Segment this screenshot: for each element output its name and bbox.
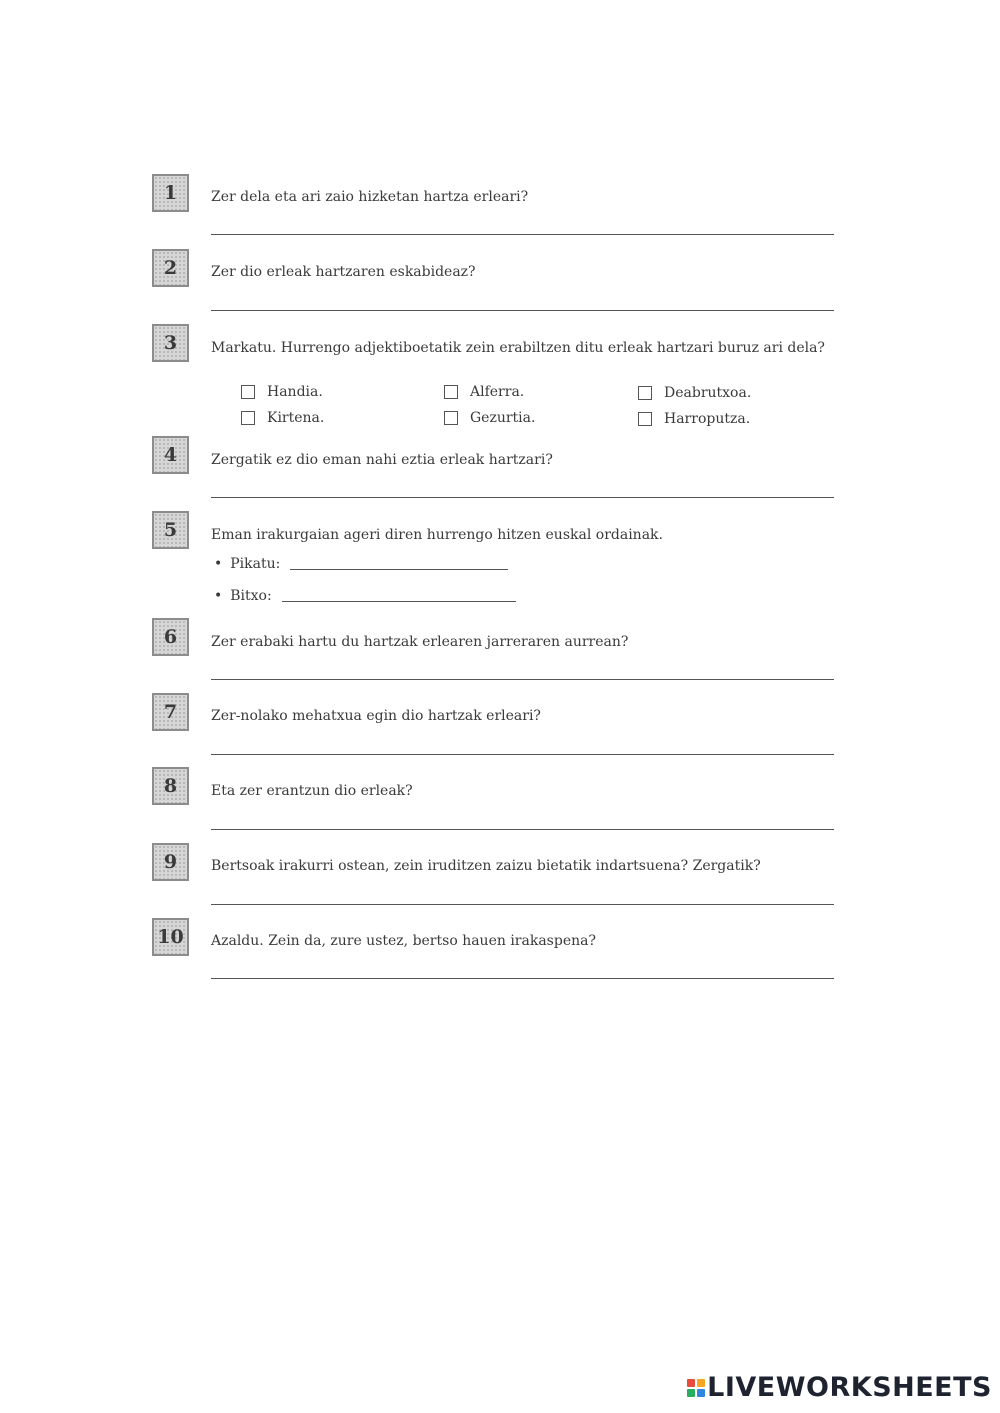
option-kirtena[interactable]: [241, 410, 324, 426]
option-label: Handia.: [267, 384, 323, 400]
bullet: •: [214, 556, 223, 572]
question-text: Zergatik ez dio eman nahi eztia erleak hartzari?: [211, 452, 553, 468]
checkbox[interactable]: [638, 386, 652, 400]
checkbox[interactable]: [444, 411, 458, 425]
answer-line[interactable]: [211, 497, 834, 498]
option-label: Harroputza.: [664, 411, 751, 427]
answer-line[interactable]: [282, 601, 516, 602]
answer-line[interactable]: [211, 829, 834, 830]
answer-line[interactable]: [211, 310, 834, 311]
brand-name: LIVEWORKSHEETS: [707, 1372, 992, 1403]
logo-square: [687, 1379, 695, 1387]
option-label: Alferra.: [470, 384, 525, 400]
word-item-bitxo: [214, 588, 516, 604]
question-text: Azaldu. Zein da, zure ustez, bertso hauen irakaspena?: [211, 933, 596, 949]
option-label: Gezurtia.: [470, 410, 536, 426]
checkbox[interactable]: [638, 412, 652, 426]
logo-square: [697, 1379, 705, 1387]
logo-square: [697, 1389, 705, 1397]
logo-square: [687, 1389, 695, 1397]
option-deabrutxoa[interactable]: [638, 385, 751, 401]
question-number-badge: 4: [152, 436, 189, 474]
question-number-badge: 5: [152, 511, 189, 549]
option-label: Deabrutxoa.: [664, 385, 752, 401]
answer-line[interactable]: [211, 904, 834, 905]
question-text: Zer-nolako mehatxua egin dio hartzak erleari?: [211, 708, 541, 724]
answer-line[interactable]: [211, 754, 834, 755]
word-label: Bitxo:: [230, 588, 272, 604]
word-label: Pikatu:: [230, 556, 281, 572]
question-number-badge: 3: [152, 324, 189, 362]
checkbox[interactable]: [241, 385, 255, 399]
question-number-badge: 6: [152, 618, 189, 656]
question-number-badge: 7: [152, 693, 189, 731]
answer-line[interactable]: [211, 978, 834, 979]
question-number-badge: 9: [152, 843, 189, 881]
question-number-badge: 2: [152, 249, 189, 287]
question-text: Zer dio erleak hartzaren eskabideaz?: [211, 264, 476, 280]
option-handia[interactable]: [241, 384, 323, 400]
answer-line[interactable]: [211, 679, 834, 680]
option-harroputza[interactable]: [638, 411, 750, 427]
question-number-badge: 8: [152, 767, 189, 805]
question-number-badge: 10: [152, 918, 189, 956]
option-alferra[interactable]: [444, 384, 524, 400]
liveworksheets-logo-icon: [687, 1379, 705, 1397]
question-text: Zer erabaki hartu du hartzak erlearen jarreraren aurrean?: [211, 634, 629, 650]
option-gezurtia[interactable]: [444, 410, 535, 426]
question-text: Eman irakurgaian ageri diren hurrengo hitzen euskal ordainak.: [211, 527, 663, 543]
checkbox[interactable]: [241, 411, 255, 425]
question-text: Zer dela eta ari zaio hizketan hartza erleari?: [211, 189, 529, 205]
question-text: Markatu. Hurrengo adjektiboetatik zein erabiltzen ditu erleak hartzari buruz ari dela?: [211, 340, 825, 356]
question-number-badge: 1: [152, 174, 189, 212]
answer-line[interactable]: [290, 569, 508, 570]
checkbox[interactable]: [444, 385, 458, 399]
question-text: Bertsoak irakurri ostean, zein iruditzen zaizu bietatik indartsuena? Zergatik?: [211, 858, 761, 874]
bullet: •: [214, 588, 223, 604]
question-text: Eta zer erantzun dio erleak?: [211, 783, 413, 799]
answer-line[interactable]: [211, 234, 834, 235]
word-item-pikatu: [214, 556, 508, 572]
liveworksheets-logo: [687, 1372, 992, 1403]
option-label: Kirtena.: [267, 410, 325, 426]
